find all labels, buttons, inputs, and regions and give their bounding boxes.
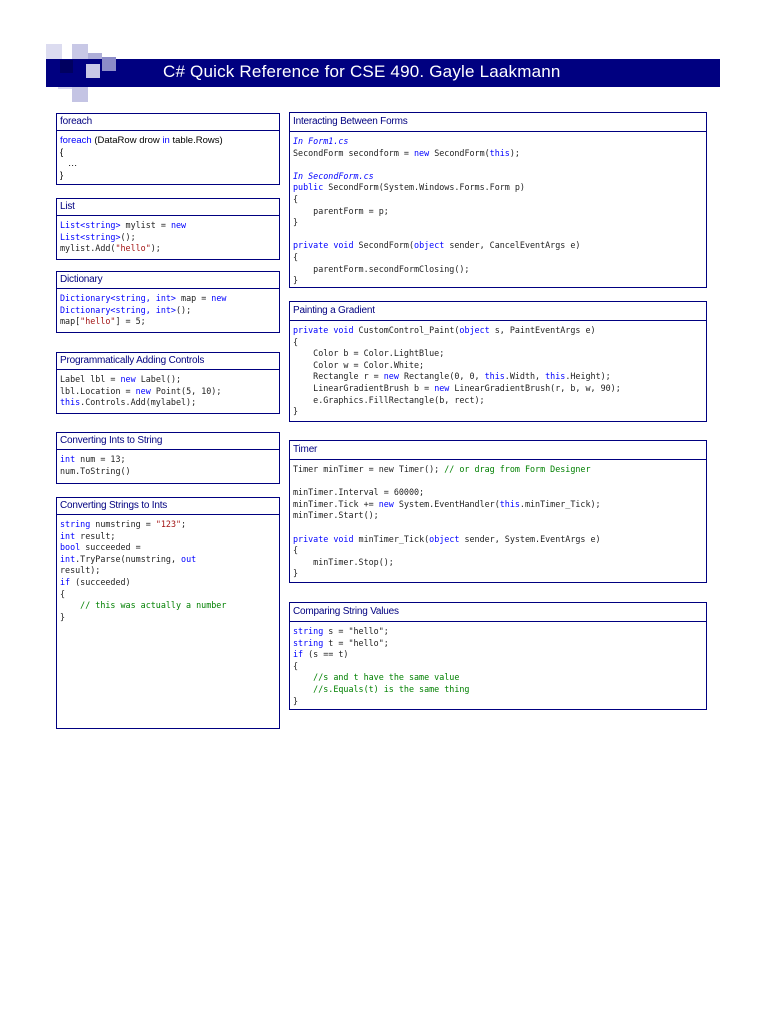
code-token: ] = 5; — [115, 316, 146, 327]
code-line — [60, 397, 276, 409]
section-interacting-forms — [289, 112, 707, 288]
code-block — [293, 136, 703, 287]
code-line — [293, 464, 703, 476]
code-token: lbl.Location = — [60, 385, 136, 396]
code-token: { — [293, 193, 299, 204]
section-comparing-strings — [289, 602, 707, 710]
code-token: } — [293, 695, 299, 706]
code-token: { — [60, 146, 64, 158]
code-line — [293, 672, 703, 684]
code-token: minTimer_Tick( — [353, 533, 430, 544]
code-token: in — [162, 135, 170, 146]
code-line — [60, 565, 276, 577]
code-token: result); — [60, 565, 101, 576]
code-token: } — [293, 275, 299, 286]
code-token: .Width, — [504, 371, 546, 382]
code-token: num.ToString() — [60, 465, 131, 476]
section-title: Programmatically Adding Controls — [57, 353, 279, 370]
code-line — [60, 454, 276, 466]
code-token: Label lbl = — [60, 374, 121, 384]
code-token: private — [293, 240, 329, 251]
code-token: minTimer.Stop(); — [293, 556, 394, 567]
code-token: new — [120, 374, 136, 384]
code-token: map[ — [60, 316, 81, 327]
code-token: List<string> — [60, 231, 121, 242]
code-line — [293, 568, 703, 580]
code-token: { — [293, 336, 299, 347]
code-token: private — [293, 533, 329, 544]
code-line — [293, 217, 703, 229]
code-token: Dictionary<string, int> — [60, 304, 176, 315]
code-token: Label(); — [135, 374, 182, 384]
code-token: minTimer.Interval = 60000; — [293, 487, 425, 498]
code-token: //s.Equals(t) is the same thing — [313, 683, 470, 694]
code-line — [293, 229, 703, 241]
code-line — [293, 696, 703, 708]
code-line — [60, 243, 276, 255]
section-painting-gradient — [289, 301, 707, 422]
code-line — [293, 638, 703, 650]
code-line — [60, 542, 276, 554]
code-line — [293, 264, 703, 276]
code-line — [293, 252, 703, 264]
code-line — [293, 510, 703, 522]
code-token: (DataRow drow — [91, 135, 163, 146]
code-token: (succeeded) — [70, 576, 131, 587]
code-token: int — [60, 454, 76, 464]
code-line — [60, 554, 276, 566]
code-line — [293, 395, 703, 407]
code-line — [60, 147, 276, 159]
section-title: Painting a Gradient — [290, 302, 706, 321]
code-line — [293, 371, 703, 383]
section-timer — [289, 440, 707, 583]
code-token: this — [484, 371, 505, 382]
section-title: Dictionary — [57, 272, 279, 289]
code-line — [293, 684, 703, 696]
code-token: private — [293, 325, 329, 335]
code-line — [293, 649, 703, 661]
code-line — [60, 305, 276, 317]
code-token: LinearGradientBrush(r, b, w, 90); — [449, 382, 621, 393]
code-token: minTimer.Start(); — [293, 510, 379, 521]
code-token: t = "hello"; — [323, 637, 389, 648]
section-title: Timer — [290, 441, 706, 460]
code-block — [293, 626, 703, 707]
code-line — [293, 557, 703, 569]
section-ints-to-string — [56, 432, 280, 484]
section-title: Interacting Between Forms — [290, 113, 706, 132]
code-token: map = — [175, 293, 212, 303]
code-token: .Controls.Add(mylabel); — [80, 397, 197, 408]
code-token: SecondForm( — [429, 147, 490, 158]
header-square-dark — [60, 60, 73, 73]
code-token: string — [293, 626, 324, 636]
section-adding-controls — [56, 352, 280, 414]
code-token: bool — [60, 542, 81, 553]
code-block — [60, 519, 276, 623]
code-line — [60, 466, 276, 478]
code-token: ); — [150, 243, 161, 254]
section-list — [56, 198, 280, 260]
section-strings-to-ints — [56, 497, 280, 729]
code-token: out — [181, 553, 197, 564]
code-token: ); — [509, 147, 520, 158]
code-line — [293, 182, 703, 194]
code-token: new — [414, 147, 430, 158]
code-line — [293, 522, 703, 534]
header-square-deco — [72, 86, 88, 102]
section-title: Comparing String Values — [290, 603, 706, 622]
code-token: (); — [120, 231, 136, 242]
code-line — [293, 383, 703, 395]
code-token: void — [333, 325, 354, 335]
code-token: mylist.Add( — [60, 243, 116, 254]
code-block — [60, 220, 276, 255]
code-line — [60, 158, 276, 170]
section-dictionary — [56, 271, 280, 333]
code-line — [60, 519, 276, 531]
code-token: "123" — [155, 519, 182, 529]
code-token: "hello" — [115, 243, 151, 254]
code-token: { — [293, 251, 299, 262]
code-block — [293, 464, 703, 580]
code-token: if — [293, 649, 304, 660]
code-line — [293, 240, 703, 252]
section-title: Converting Ints to String — [57, 433, 279, 450]
code-line — [293, 534, 703, 546]
code-token: Rectangle(0, 0, — [398, 371, 485, 382]
code-token: new — [135, 385, 151, 396]
code-token: parentForm.secondFormClosing(); — [293, 263, 470, 274]
code-token: Point(5, 10); — [150, 385, 222, 396]
section-title: Converting Strings to Ints — [57, 498, 279, 515]
code-token: .minTimer_Tick); — [519, 498, 601, 509]
code-token: result; — [75, 530, 116, 541]
code-token: new — [170, 220, 187, 230]
code-token: LinearGradientBrush b = — [293, 382, 435, 393]
code-token: sender, CancelEventArgs e) — [444, 240, 581, 251]
code-line — [60, 170, 276, 182]
code-token: Color b = Color.LightBlue; — [293, 348, 445, 359]
header-square-deco — [86, 64, 100, 78]
code-token: succeeded = — [80, 542, 141, 553]
code-line — [60, 612, 276, 624]
code-token: Dictionary<string, int> — [60, 293, 176, 303]
code-line — [293, 406, 703, 418]
code-line — [293, 148, 703, 160]
code-token: new — [383, 371, 399, 382]
code-token: object — [414, 240, 445, 251]
code-line — [60, 220, 276, 232]
code-token: s = "hello"; — [323, 626, 389, 636]
code-line — [293, 476, 703, 488]
code-token: // or drag from Form Designer — [444, 464, 591, 474]
code-token: this — [545, 371, 566, 382]
header-square-deco — [102, 57, 116, 71]
code-token: Rectangle r = — [293, 371, 384, 382]
code-token: } — [293, 568, 299, 579]
code-token: .Height); — [565, 371, 611, 382]
code-block — [60, 374, 276, 409]
code-token: //s and t have the same value — [313, 672, 460, 683]
code-token: (s == t) — [303, 649, 349, 660]
code-token: "hello" — [80, 316, 116, 327]
code-line — [293, 360, 703, 372]
code-token: Color w = Color.White; — [293, 359, 425, 370]
code-token: SecondForm secondform = — [293, 147, 415, 158]
code-token: e.Graphics.FillRectangle(b, rect); — [293, 394, 485, 405]
code-line — [60, 386, 276, 398]
code-token: this — [499, 498, 520, 509]
code-token: SecondForm(System.Windows.Forms.Form p) — [323, 182, 525, 193]
code-token: this — [60, 397, 81, 408]
code-token: if — [60, 576, 71, 587]
code-token: CustomControl_Paint( — [353, 325, 460, 335]
code-block — [60, 135, 276, 181]
code-token: object — [459, 325, 490, 335]
code-line — [60, 531, 276, 543]
code-line — [293, 159, 703, 171]
code-token: s, PaintEventArgs e) — [489, 325, 596, 335]
header-square-deco — [46, 44, 62, 60]
code-token: // this was actually a number — [80, 600, 227, 611]
code-token: string — [293, 637, 324, 648]
code-token: .TryParse(numstring, — [75, 553, 182, 564]
code-line — [60, 374, 276, 386]
code-token — [60, 600, 80, 610]
code-token: int — [60, 530, 76, 541]
code-line — [60, 316, 276, 328]
code-token: void — [333, 533, 354, 544]
code-token — [293, 672, 313, 682]
code-token: sender, System.EventArgs e) — [459, 533, 601, 544]
code-block — [293, 325, 703, 418]
header-square-deco — [72, 44, 88, 60]
code-line — [293, 171, 703, 183]
code-line — [293, 206, 703, 218]
section-foreach — [56, 113, 280, 185]
code-token: void — [333, 240, 354, 251]
code-token: … — [60, 158, 78, 170]
code-line — [293, 499, 703, 511]
code-token: numstring = — [90, 519, 156, 529]
code-token: SecondForm( — [353, 240, 415, 251]
code-token: parentForm = p; — [293, 205, 389, 216]
code-line — [293, 626, 703, 638]
code-token: } — [293, 217, 299, 228]
code-token: { — [293, 660, 299, 671]
code-token: public — [293, 182, 324, 193]
code-token: List<string> — [60, 220, 121, 230]
section-title: foreach — [57, 114, 279, 131]
code-token: int — [60, 553, 76, 564]
code-line — [60, 589, 276, 601]
code-line — [293, 337, 703, 349]
code-token: Timer minTimer = new Timer(); — [293, 464, 445, 474]
code-token: num = 13; — [75, 454, 126, 464]
code-token: new — [378, 498, 394, 509]
code-token — [293, 684, 313, 694]
code-line — [293, 348, 703, 360]
code-token: } — [60, 169, 64, 181]
code-token: { — [60, 588, 66, 599]
code-token: In SecondForm.cs — [293, 170, 374, 181]
code-line — [293, 136, 703, 148]
section-title: List — [57, 199, 279, 216]
code-line — [60, 600, 276, 612]
code-token: ; — [181, 519, 187, 529]
code-token: table.Rows) — [169, 135, 223, 146]
code-line — [293, 325, 703, 337]
code-line — [60, 293, 276, 305]
code-token: object — [429, 533, 460, 544]
code-token: minTimer.Tick += — [293, 498, 379, 509]
code-line — [293, 487, 703, 499]
code-line — [293, 275, 703, 287]
page-title: C# Quick Reference for CSE 490. Gayle Laakmann — [163, 62, 561, 81]
code-token: } — [60, 611, 66, 622]
code-token: { — [293, 545, 299, 556]
code-token: foreach — [60, 135, 92, 146]
code-line — [60, 135, 276, 147]
code-token: System.EventHandler( — [393, 498, 500, 509]
code-line — [60, 577, 276, 589]
code-token: (); — [175, 304, 192, 315]
code-token: } — [293, 406, 299, 417]
code-token: In Form1.cs — [293, 136, 349, 146]
code-token: this — [489, 147, 510, 158]
code-block — [60, 293, 276, 328]
code-line — [60, 232, 276, 244]
code-token: new — [211, 293, 227, 303]
code-token: new — [434, 382, 450, 393]
code-token: mylist = — [120, 220, 171, 230]
code-token: string — [60, 519, 91, 529]
code-line — [293, 194, 703, 206]
code-line — [293, 661, 703, 673]
code-block — [60, 454, 276, 477]
code-line — [293, 545, 703, 557]
